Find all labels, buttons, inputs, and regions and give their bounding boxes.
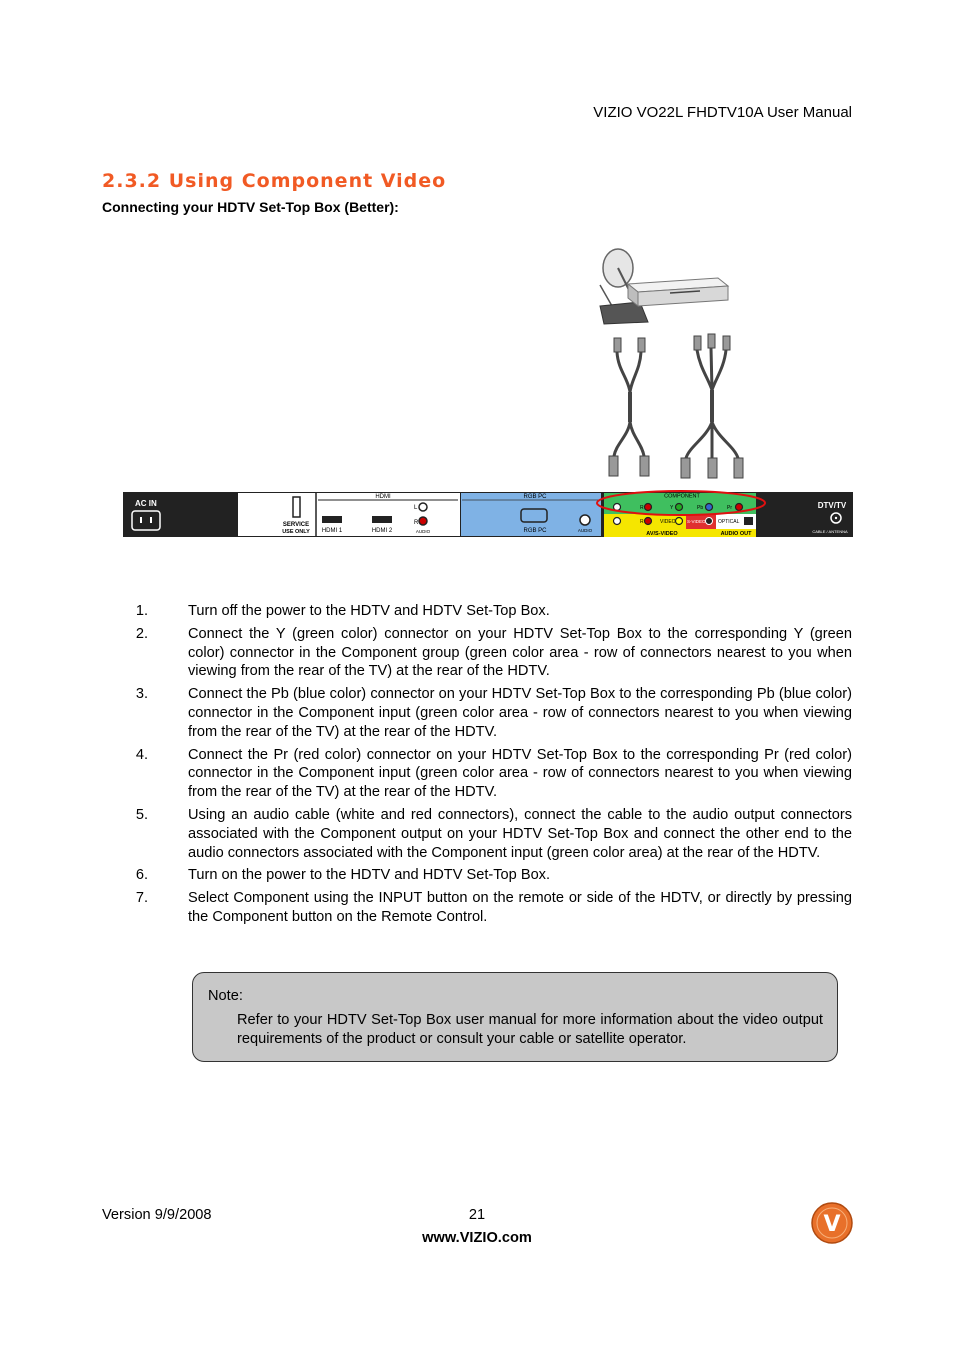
hdmi2-port-icon bbox=[372, 516, 392, 523]
pc-audio-label: AUDIO bbox=[577, 528, 593, 533]
pr-jack-icon bbox=[736, 504, 743, 511]
footer-url: www.VIZIO.com bbox=[422, 1230, 532, 1246]
hdmi2-label: HDMI 2 bbox=[371, 528, 393, 534]
section-heading: 2.3.2 Using Component Video bbox=[102, 170, 447, 192]
instruction-steps bbox=[128, 602, 852, 931]
section-subheading: Connecting your HDTV Set-Top Box (Better): bbox=[102, 199, 399, 215]
vizio-logo-icon bbox=[811, 1202, 853, 1244]
ac-in-label: AC IN bbox=[135, 499, 157, 508]
step-item: 6. Turn on the power to the HDTV and HDTV Set-Top Box. bbox=[135, 867, 551, 884]
rgb-pc-group-label: RGB PC bbox=[523, 494, 547, 500]
component-r-label: R bbox=[640, 505, 644, 511]
footer-version: Version 9/9/2008 bbox=[102, 1207, 212, 1223]
set-top-box-icon bbox=[628, 278, 728, 306]
av-r-label: R bbox=[640, 519, 644, 525]
ac-power-socket-icon bbox=[132, 511, 160, 530]
use-only-label: USE ONLY bbox=[282, 529, 310, 535]
component-cable-icon bbox=[681, 334, 743, 478]
dtv-tv-label: DTV/TV bbox=[817, 501, 847, 510]
step-item: 2. Connect the Y (green color) connector on your HDTV Set-Top Box to the corresponding Y (green color) connector in the Component group (green color area - row of connectors nearest to you when viewing from the rear of the TV) at the rear of the HDTV. bbox=[135, 625, 852, 680]
audio-r-jack-icon bbox=[419, 517, 427, 525]
manual-title: VIZIO VO22L FHDTV10A User Manual bbox=[593, 104, 852, 121]
step-item: 1. Turn off the power to the HDTV and HDTV Set-Top Box. bbox=[135, 603, 550, 619]
video-label: VIDEO bbox=[660, 519, 676, 525]
component-group-label: COMPONENT bbox=[664, 493, 700, 500]
hdmi-group-label: HDMI bbox=[375, 494, 391, 500]
hdmi1-label: HDMI 1 bbox=[321, 528, 343, 534]
audio-cable-icon bbox=[609, 338, 649, 476]
audio-r-label: R bbox=[414, 520, 419, 526]
step-item: 5. Using an audio cable (white and red connectors), connect the cable to the audio output connectors associated with the Component output on your HDTV Set-Top Box and connect the other end to the audio connectors associated with the Component input (green color area) at the rear of the HDTV. bbox=[135, 806, 852, 861]
audio-l-label: L bbox=[414, 505, 418, 511]
svg-text:V: V bbox=[823, 1212, 841, 1237]
hdmi1-port-icon bbox=[322, 516, 342, 523]
pb-jack-icon bbox=[706, 504, 713, 511]
step-item: 3. Connect the Pb (blue color) connector on your HDTV Set-Top Box to the corresponding Pb (blue color) connector in the Component input (green color area - row of connectors nearest to you when viewing from the rear of the TV) at the rear of the HDTV. bbox=[135, 686, 852, 740]
y-jack-icon bbox=[676, 504, 683, 511]
av-svideo-label: AV/S-VIDEO bbox=[646, 531, 678, 537]
svideo-label: S-VIDEO bbox=[687, 519, 706, 524]
connection-diagram bbox=[0, 0, 954, 560]
audio-l-jack-icon bbox=[419, 503, 427, 511]
service-label: SERVICE bbox=[282, 522, 310, 528]
pc-audio-jack-icon bbox=[580, 515, 590, 525]
optical-label: OPTICAL bbox=[718, 519, 740, 525]
note-label: Note: bbox=[208, 988, 243, 1004]
rgb-pc-label: RGB PC bbox=[523, 528, 547, 534]
component-y-label: Y bbox=[670, 505, 674, 511]
audio-out-label: AUDIO OUT bbox=[720, 531, 752, 537]
tv-rear-panel bbox=[123, 491, 853, 537]
component-pb-label: Pb bbox=[697, 505, 704, 511]
note-text: Refer to your HDTV Set-Top Box user manual for more information about the video output requirements of the product or consult your cable or satellite operator. bbox=[237, 1012, 823, 1047]
note-box bbox=[192, 972, 838, 1062]
step-item: 4. Connect the Pr (red color) connector on your HDTV Set-Top Box to the corresponding Pr (red color) connector in the Component input (green color area - row of connectors nearest to you when viewing from the rear of the TV) at the rear of the HDTV. bbox=[135, 746, 852, 801]
cable-antenna-label: CABLE / ANTENNA bbox=[812, 529, 848, 534]
page-number: 21 bbox=[468, 1207, 486, 1223]
hdmi-audio-label: AUDIO bbox=[415, 529, 431, 534]
component-pr-label: Pr bbox=[727, 505, 732, 511]
step-item: 7. Select Component using the INPUT button on the remote or side of the HDTV, or directly by pressing the Component button on the Remote Control. bbox=[135, 890, 852, 925]
